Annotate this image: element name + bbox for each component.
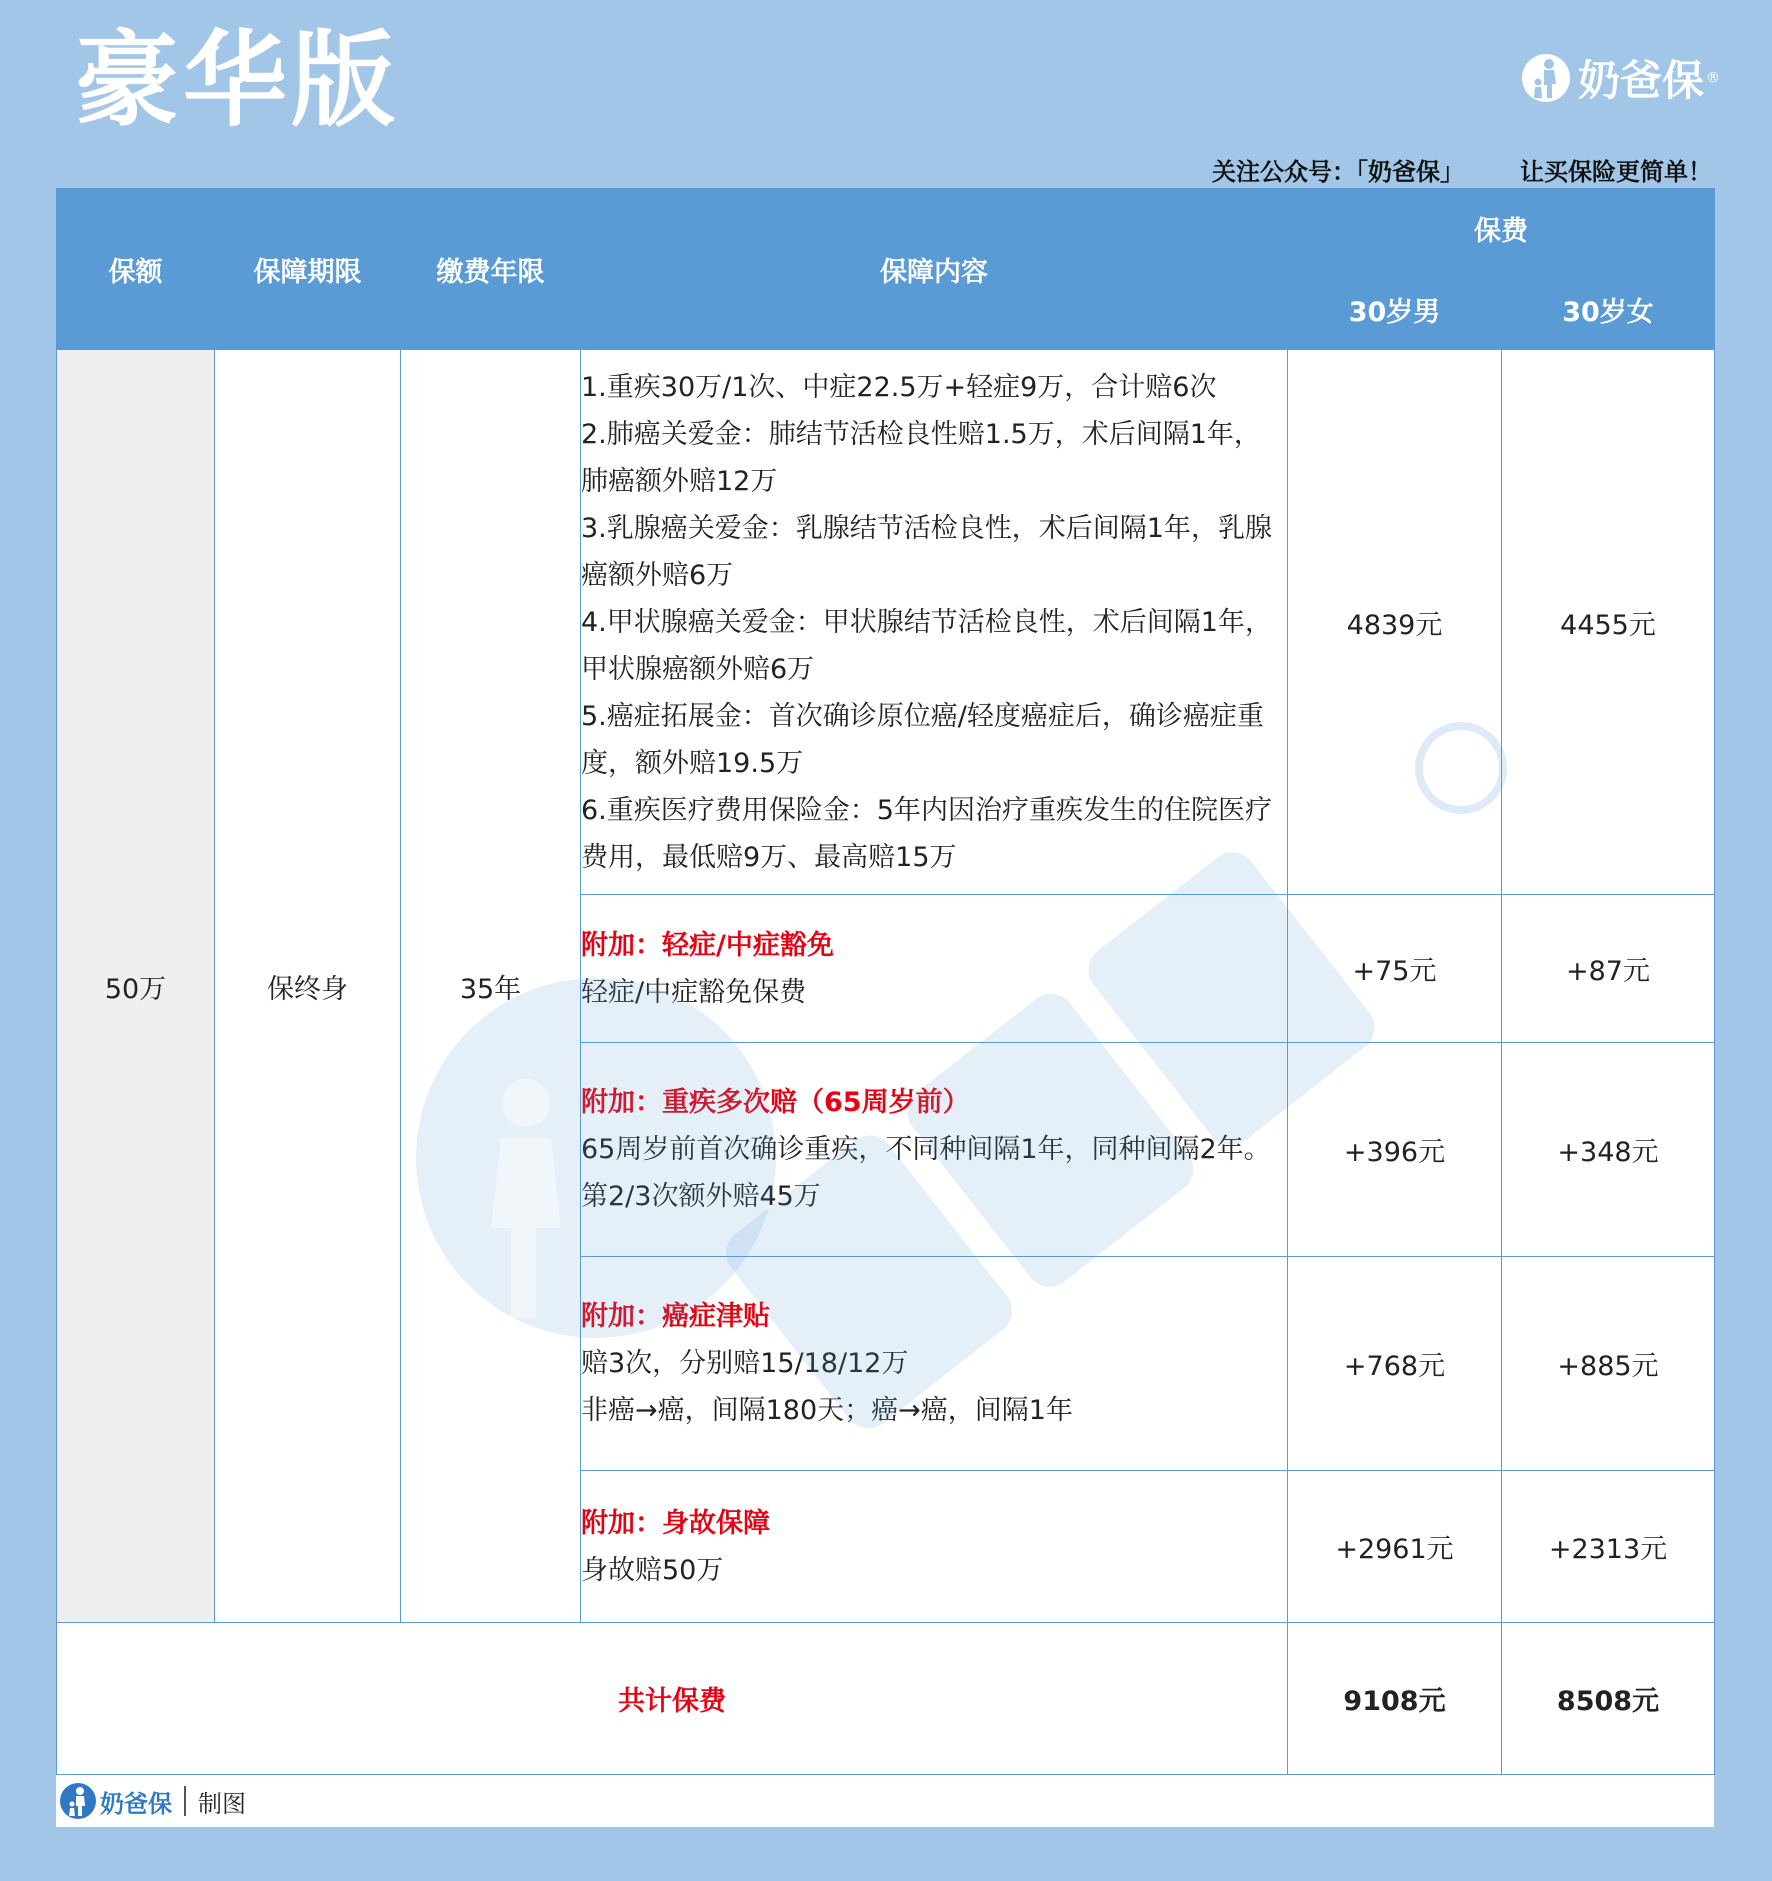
- plan-sheet: [56, 188, 1714, 1826]
- base-row: [57, 350, 1715, 895]
- addon-premium-female: +87元: [1502, 895, 1715, 1043]
- addon-line: 65周岁前首次确诊重疾，不同种间隔1年，同种间隔2年。第2/3次额外赔45万: [581, 1134, 1271, 1212]
- base-content: [581, 350, 1288, 895]
- brand-logo: [1522, 48, 1720, 108]
- base-line: 1.重疾30万/1次、中症22.5万+轻症9万，合计赔6次: [581, 371, 1217, 403]
- parent-child-logo-icon: [1522, 54, 1570, 102]
- brand-name: 奶爸保: [1577, 56, 1704, 105]
- parent-child-logo-icon: [60, 1783, 96, 1819]
- base-premium-female: 4455元: [1502, 350, 1715, 895]
- amount-cell: 50万: [57, 350, 215, 1623]
- footer-logo: [60, 1783, 172, 1819]
- footer: [56, 1774, 1714, 1827]
- addon-content: [581, 1257, 1288, 1471]
- addon-content: [581, 895, 1288, 1043]
- addon-premium-male: +2961元: [1288, 1471, 1502, 1623]
- footer-brand: 奶爸保: [100, 1789, 172, 1818]
- slogan: [1212, 152, 1712, 187]
- addon-line: 轻症/中症豁免保费: [581, 976, 807, 1008]
- plan-table: [56, 188, 1715, 1775]
- footer-divider: [184, 1786, 186, 1816]
- header-female: 30岁女: [1502, 269, 1715, 350]
- slogan-tagline: 让买保险更简单！: [1520, 158, 1712, 186]
- base-line: 4.甲状腺癌关爱金：甲状腺结节活检良性，术后间隔1年，甲状腺癌额外赔6万: [581, 606, 1272, 685]
- term-cell: 保终身: [215, 350, 401, 1623]
- header-term: 保障期限: [215, 189, 401, 350]
- addon-line: 身故赔50万: [581, 1554, 724, 1586]
- addon-premium-female: +348元: [1502, 1043, 1715, 1257]
- footer-label: 制图: [198, 1789, 246, 1818]
- base-premium-male: 4839元: [1288, 350, 1502, 895]
- total-row: [57, 1623, 1715, 1775]
- registered-mark: ®: [1706, 70, 1720, 86]
- addon-premium-male: +75元: [1288, 895, 1502, 1043]
- total-female: 8508元: [1502, 1623, 1715, 1775]
- addon-premium-male: +768元: [1288, 1257, 1502, 1471]
- header-content: 保障内容: [581, 189, 1288, 350]
- addon-title: 附加：身故保障: [581, 1507, 770, 1539]
- total-male: 9108元: [1288, 1623, 1502, 1775]
- pay-years-cell: 35年: [401, 350, 581, 1623]
- addon-content: [581, 1043, 1288, 1257]
- header-amount: 保额: [57, 189, 215, 350]
- addon-content: [581, 1471, 1288, 1623]
- addon-premium-female: +2313元: [1502, 1471, 1715, 1623]
- addon-line: 非癌→癌，间隔180天；癌→癌，间隔1年: [581, 1395, 1073, 1426]
- base-line: 2.肺癌关爱金：肺结节活检良性赔1.5万，术后间隔1年，肺癌额外赔12万: [581, 418, 1261, 497]
- addon-title: 附加：重疾多次赔（65周岁前）: [581, 1087, 970, 1118]
- base-line: 6.重疾医疗费用保险金：5年内因治疗重疾发生的住院医疗费用，最低赔9万、最高赔15万: [581, 794, 1272, 873]
- page-title: 豪华版: [75, 19, 400, 141]
- addon-title: 附加：癌症津贴: [581, 1301, 770, 1332]
- addon-title: 附加：轻症/中症豁免: [581, 929, 834, 961]
- base-line: 3.乳腺癌关爱金：乳腺结节活检良性，术后间隔1年，乳腺癌额外赔6万: [581, 512, 1272, 591]
- slogan-follow: 关注公众号：「奶爸保」: [1212, 158, 1464, 186]
- addon-premium-female: +885元: [1502, 1257, 1715, 1471]
- header-pay-years: 缴费年限: [401, 189, 581, 350]
- total-label: 共计保费: [57, 1623, 1288, 1775]
- addon-premium-male: +396元: [1288, 1043, 1502, 1257]
- addon-line: 赔3次，分别赔15/18/12万: [581, 1348, 909, 1379]
- base-line: 5.癌症拓展金：首次确诊原位癌/轻度癌症后，确诊癌症重度，额外赔19.5万: [581, 700, 1264, 779]
- header-premium: 保费: [1288, 189, 1715, 269]
- header-male: 30岁男: [1288, 269, 1502, 350]
